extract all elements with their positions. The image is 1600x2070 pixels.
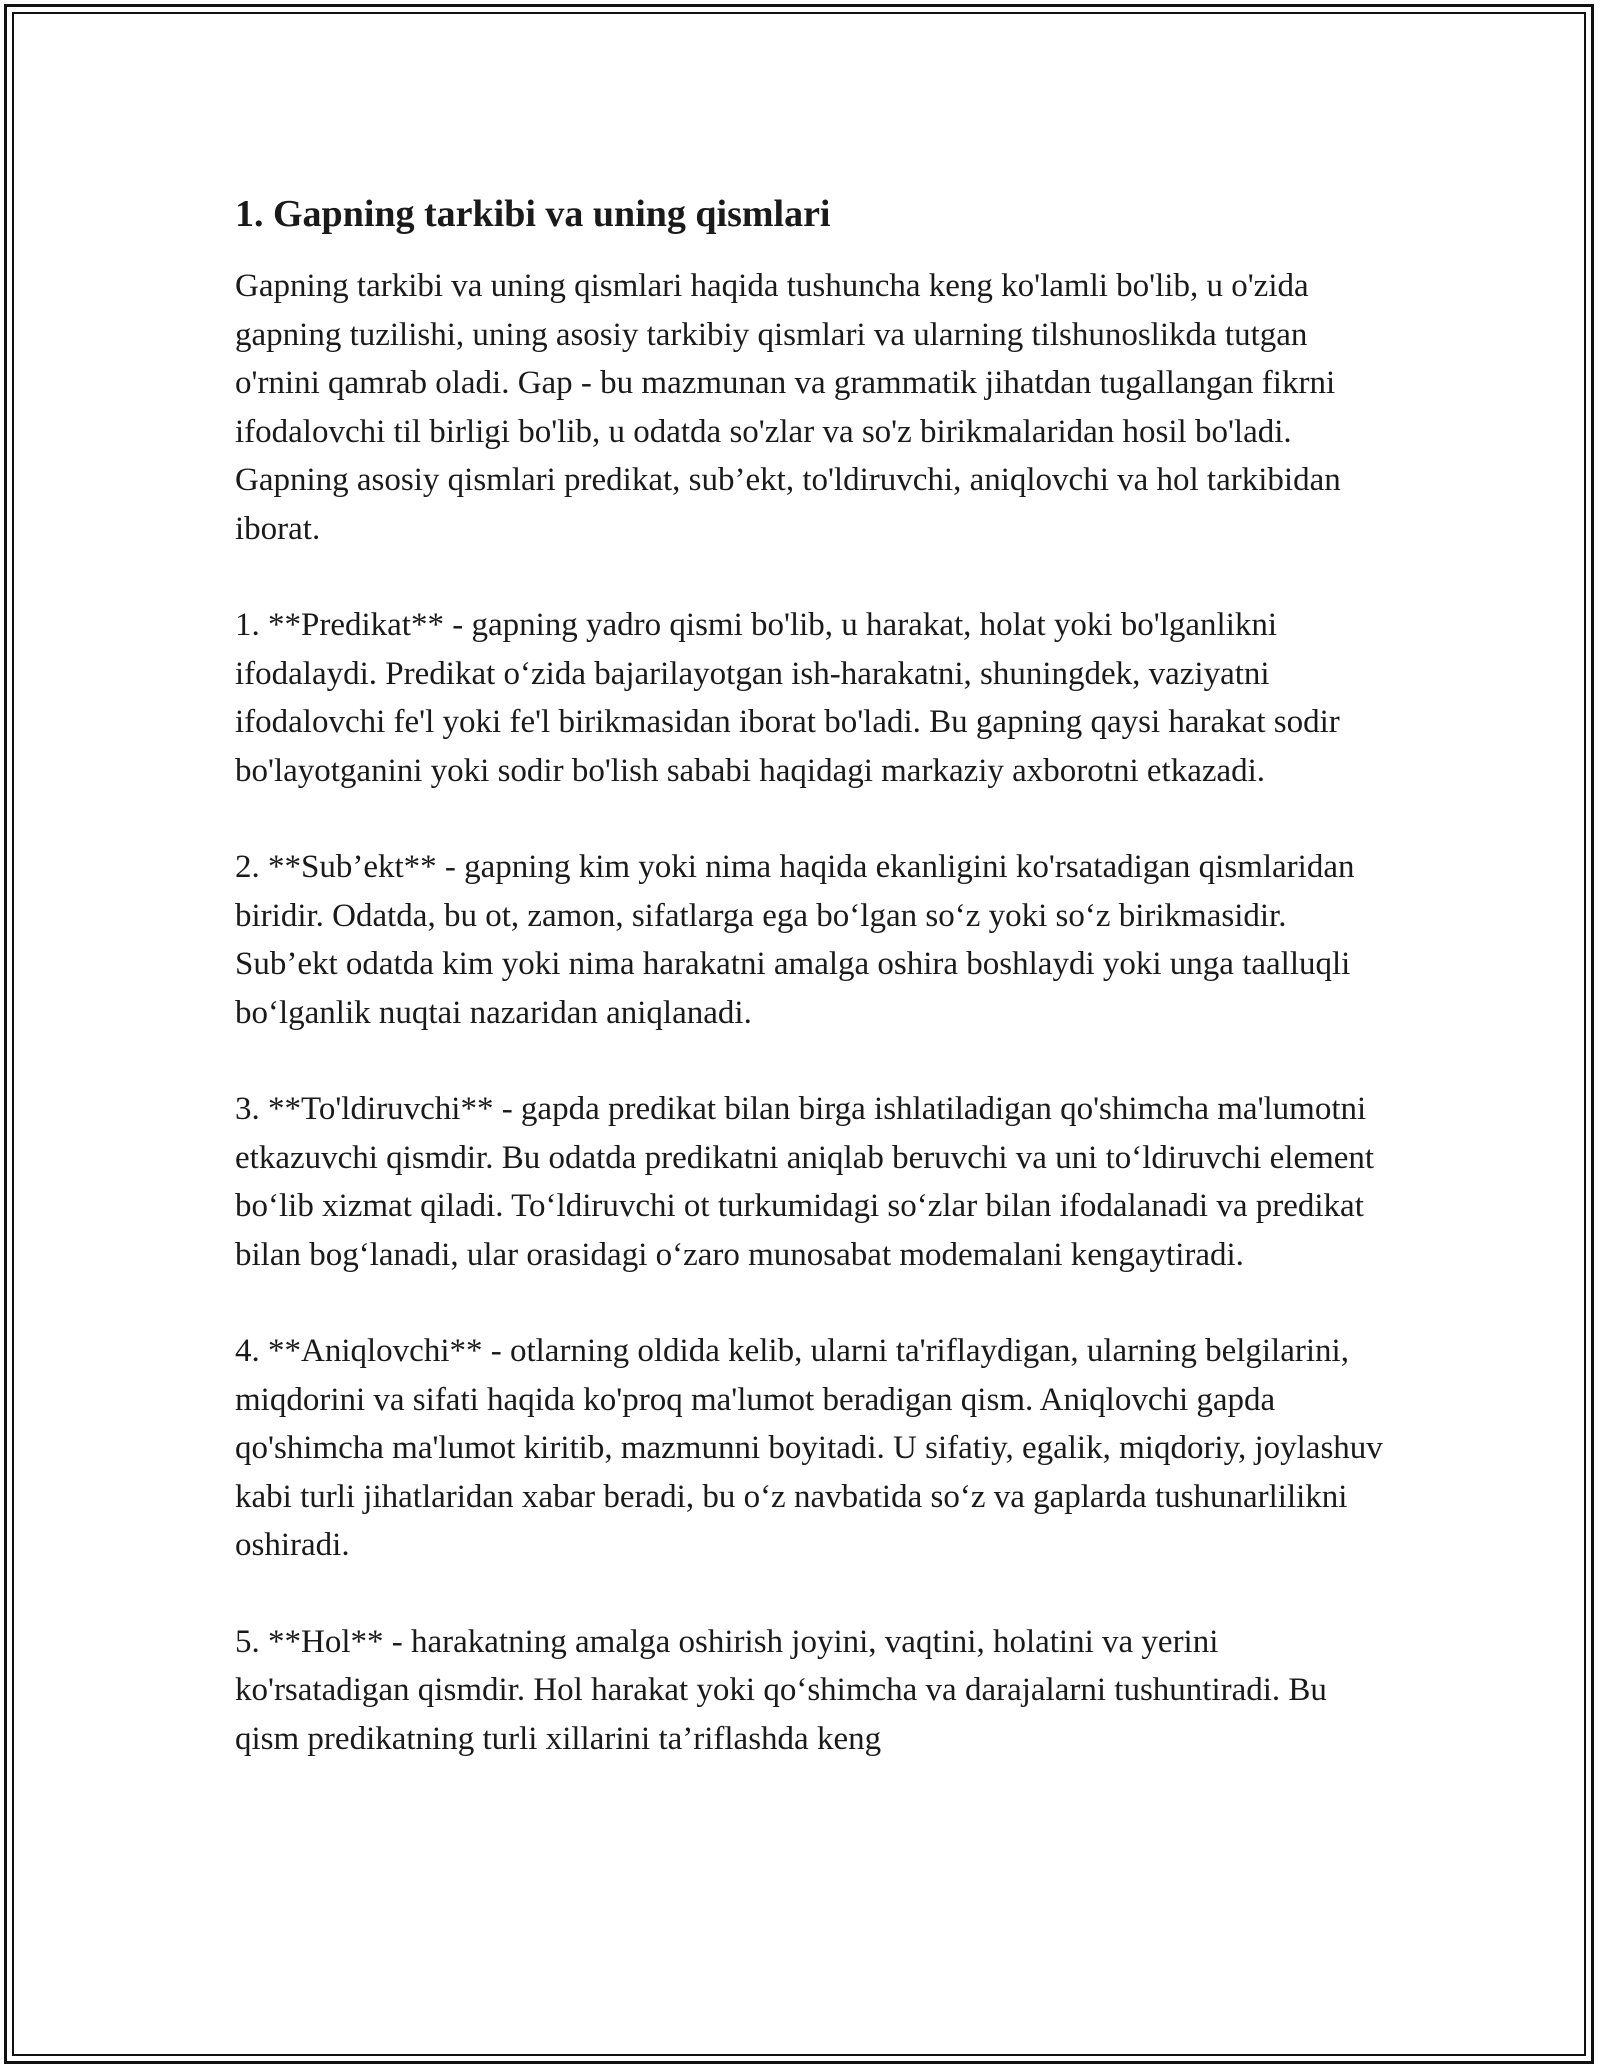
document-body: [235, 188, 1385, 1811]
paragraph-aniqlovchi: 4. **Aniqlovchi** - otlarning oldida kelib, ularni ta'riflaydigan, ularning belgilarini, miqdorini va sifati haqida ko'proq ma'lumot beradigan qism. Aniqlovchi gapda qo'shimcha ma'lumot kiritib, mazmunni boyitadi. U sifatiy, egalik, miqdoriy, joylashuv kabi turli jihatlaridan xabar beradi, bu o‘z navbatida so‘z va gaplarda tushunarlilikni oshiradi.: [235, 1333, 1383, 1563]
paragraph-subekt: 2. **Sub’ekt** - gapning kim yoki nima haqida ekanligini ko'rsatadigan qismlaridan biridir. Odatda, bu ot, zamon, sifatlarga ega bo‘lgan so‘z yoki so‘z birikmasidir. Sub’ekt odatda kim yoki nima harakatni amalga oshira boshlaydi yoki unga taalluqli bo‘lganlik nuqtai nazaridan aniqlanadi.: [235, 849, 1355, 1031]
paragraph-hol: 5. **Hol** - harakatning amalga oshirish joyini, vaqtini, holatini va yerini ko'rsatadigan qismdir. Hol harakat yoki qo‘shimcha va darajalarni tushuntiradi. Bu qism predikatning turli xillarini ta’riflashda keng: [235, 1623, 1327, 1757]
section-heading: 1. Gapning tarkibi va uning qismlari: [235, 193, 831, 235]
paragraph-predikat: 1. **Predikat** - gapning yadro qismi bo'lib, u harakat, holat yoki bo'lganlikni ifodalaydi. Predikat o‘zida bajarilayotgan ish-harakatni, shuningdek, vaziyatni ifodalovchi fe'l yoki fe'l birikmasidan iborat bo'ladi. Bu gapning qaysi harakat sodir bo'layotganini yoki sodir bo'lish sababi haqidagi markaziy axborotni etkazadi.: [235, 607, 1340, 789]
paragraph-toldiruvchi: 3. **To'ldiruvchi** - gapda predikat bilan birga ishlatiladigan qo'shimcha ma'lumotni etkazuvchi qismdir. Bu odatda predikatni aniqlab beruvchi va uni to‘ldiruvchi element bo‘lib xizmat qiladi. To‘ldiruvchi ot turkumidagi so‘zlar bilan ifodalanadi va predikat bilan bog‘lanadi, ular orasidagi o‘zaro munosabat modemalani kengaytiradi.: [235, 1091, 1375, 1273]
intro-paragraph: Gapning tarkibi va uning qismlari haqida tushuncha keng ko'lamli bo'lib, u o'zida gapning tuzilishi, uning asosiy tarkibiy qismlari va ularning tilshunoslikda tutgan o'rnini qamrab oladi. Gap - bu mazmunan va grammatik jihatdan tugallangan fikrni ifodalovchi til birligi bo'lib, u odatda so'zlar va so'z birikmalaridan hosil bo'ladi. Gapning asosiy qismlari predikat, sub’ekt, to'ldiruvchi, aniqlovchi va hol tarkibidan iborat.: [235, 268, 1341, 547]
